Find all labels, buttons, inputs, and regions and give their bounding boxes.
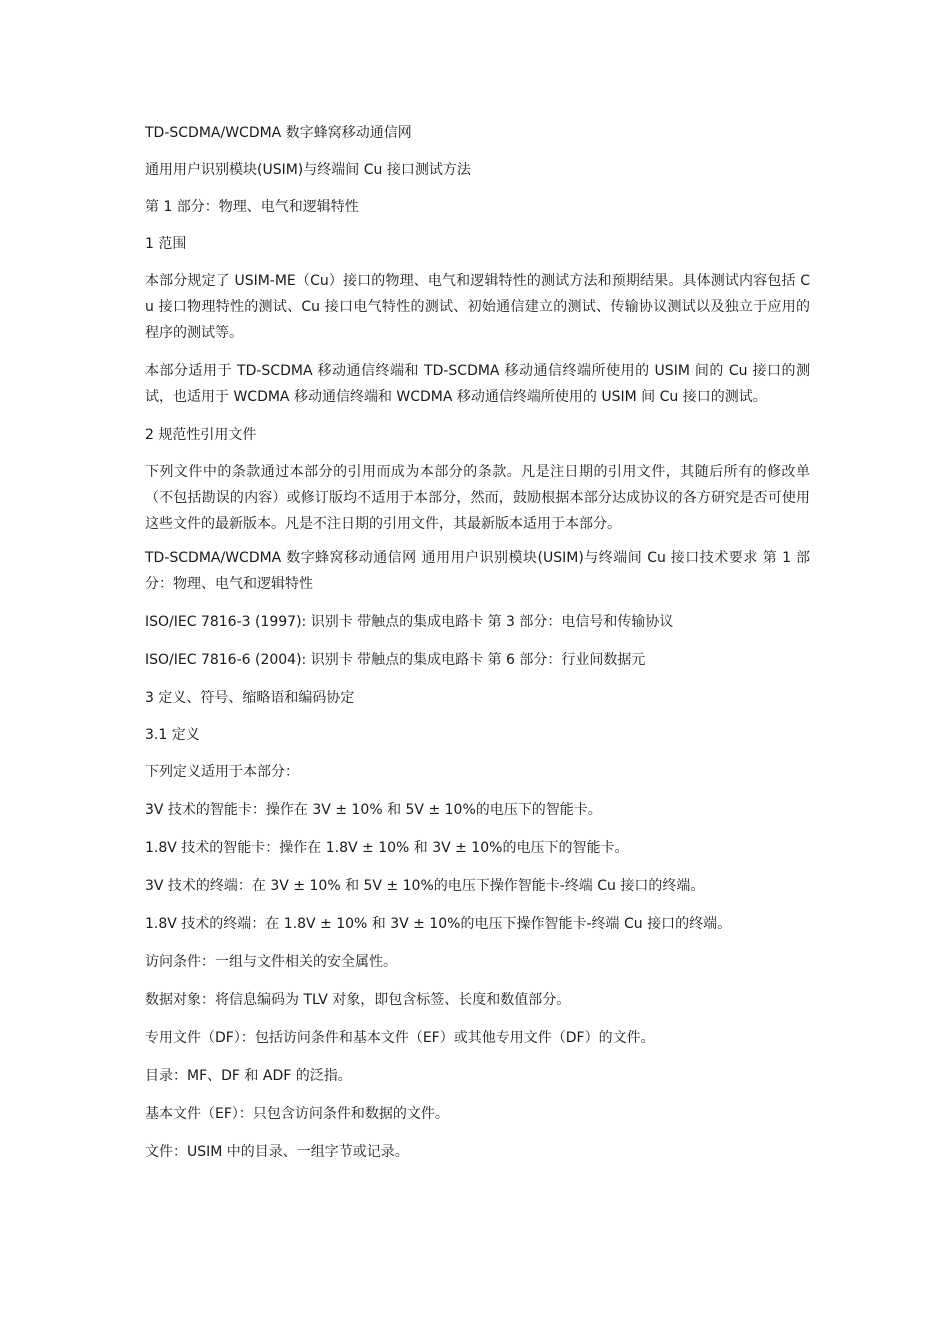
definition-item: 基本文件（EF）：只包含访问条件和数据的文件。 [145,1106,449,1122]
document-title-line2: 通用用户识别模块(USIM)与终端间 Cu 接口测试方法 [145,162,471,178]
section-2-paragraph-1: 下列文件中的条款通过本部分的引用而成为本部分的条款。凡是注日期的引用文件，其随后所有的修改单（不包括勘误的内容）或修订版均不适用于本部分，然而，鼓励根据本部分达成协议的各方研究是否可使用这些文件的最新版本。凡是不注日期的引用文件，其最新版本适用于本部分。 [145,464,810,532]
definition-item: 1.8V 技术的智能卡：操作在 1.8V ± 10% 和 3V ± 10%的电压下的智能卡。 [145,840,629,856]
normative-reference-1: TD-SCDMA/WCDMA 数字蜂窝移动通信网 通用用户识别模块(USIM)与终端间 Cu 接口技术要求 第 1 部分：物理、电气和逻辑特性 [145,550,810,592]
part-title: 第 1 部分：物理、电气和逻辑特性 [145,199,359,215]
definition-item: 目录：MF、DF 和 ADF 的泛指。 [145,1068,352,1084]
section-3-heading: 3 定义、符号、缩略语和编码协定 [145,690,355,706]
section-3-1-heading: 3.1 定义 [145,727,200,743]
document-page [145,120,810,1177]
section-1-heading: 1 范围 [145,236,187,252]
definition-item: 专用文件（DF）：包括访问条件和基本文件（EF）或其他专用文件（DF）的文件。 [145,1030,655,1046]
definition-item: 3V 技术的智能卡：操作在 3V ± 10% 和 5V ± 10%的电压下的智能卡。 [145,802,602,818]
definition-item: 1.8V 技术的终端：在 1.8V ± 10% 和 3V ± 10%的电压下操作智能卡-终端 Cu 接口的终端。 [145,916,732,932]
definitions-intro: 下列定义适用于本部分： [145,764,299,780]
section-1-paragraph-2: 本部分适用于 TD-SCDMA 移动通信终端和 TD-SCDMA 移动通信终端所使用的 USIM 间的 Cu 接口的测试，也适用于 WCDMA 移动通信终端和 WCDMA 移动通信终端所使用的 USIM 间 Cu 接口的测试。 [145,363,810,405]
normative-reference-3: ISO/IEC 7816-6 (2004): 识别卡 带触点的集成电路卡 第 6 部分：行业间数据元 [145,652,646,668]
definition-item: 文件：USIM 中的目录、一组字节或记录。 [145,1144,409,1160]
normative-reference-2: ISO/IEC 7816-3 (1997): 识别卡 带触点的集成电路卡 第 3 部分：电信号和传输协议 [145,614,674,630]
section-2-heading: 2 规范性引用文件 [145,427,257,443]
definition-item: 3V 技术的终端：在 3V ± 10% 和 5V ± 10%的电压下操作智能卡-终端 Cu 接口的终端。 [145,878,705,894]
definition-item: 数据对象：将信息编码为 TLV 对象，即包含标签、长度和数值部分。 [145,992,571,1008]
document-title-line1: TD-SCDMA/WCDMA 数字蜂窝移动通信网 [145,125,412,141]
section-1-paragraph-1: 本部分规定了 USIM-ME（Cu）接口的物理、电气和逻辑特性的测试方法和预期结果。具体测试内容包括 Cu 接口物理特性的测试、Cu 接口电气特性的测试、初始通信建立的测试、传输协议测试以及独立于应用的程序的测试等。 [145,273,810,341]
definition-item: 访问条件：一组与文件相关的安全属性。 [145,954,397,970]
